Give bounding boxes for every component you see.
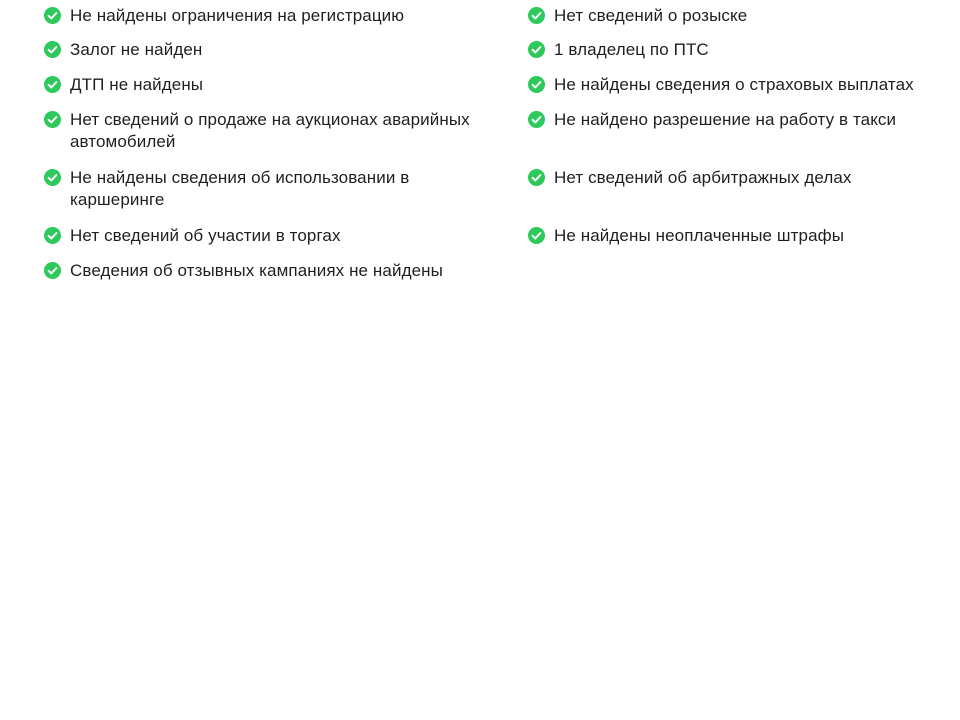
check-circle-icon bbox=[44, 262, 61, 279]
check-item-damaged-auctions bbox=[44, 109, 514, 153]
check-item-taxi-permit bbox=[528, 109, 896, 131]
check-circle-icon bbox=[44, 169, 61, 186]
check-circle-icon bbox=[44, 227, 61, 244]
check-circle-icon bbox=[44, 7, 61, 24]
check-item-label: Не найдены сведения о страховых выплатах bbox=[554, 75, 914, 94]
check-item-label: Нет сведений об арбитражных делах bbox=[554, 168, 852, 187]
check-item-pledge bbox=[44, 39, 202, 61]
check-item-label: Не найдено разрешение на работу в такси bbox=[554, 110, 897, 129]
check-item-bidding bbox=[44, 225, 341, 247]
check-item-label: Сведения об отзывных кампаниях не найдены bbox=[70, 261, 443, 280]
check-item-owners bbox=[528, 39, 709, 61]
check-circle-icon bbox=[44, 76, 61, 93]
check-circle-icon bbox=[528, 111, 545, 128]
check-item-unpaid-fines bbox=[528, 225, 844, 247]
check-circle-icon bbox=[528, 76, 545, 93]
check-circle-icon bbox=[44, 41, 61, 58]
check-item-label: Нет сведений о розыске bbox=[554, 6, 748, 25]
check-item-arbitration bbox=[528, 167, 852, 189]
check-item-label: Нет сведений о продаже на аукционах аварийных автомобилей bbox=[70, 110, 470, 151]
check-item-recall-campaigns bbox=[44, 260, 443, 282]
check-item-accidents bbox=[44, 74, 203, 96]
check-circle-icon bbox=[44, 111, 61, 128]
check-item-carsharing bbox=[44, 167, 444, 211]
check-item-label: Не найдены неоплаченные штрафы bbox=[554, 226, 845, 245]
check-item-label: Залог не найден bbox=[70, 40, 203, 59]
check-item-label: Не найдены ограничения на регистрацию bbox=[70, 6, 405, 25]
check-circle-icon bbox=[528, 7, 545, 24]
check-item-registration-restrictions bbox=[44, 5, 404, 27]
check-circle-icon bbox=[528, 227, 545, 244]
check-circle-icon bbox=[528, 41, 545, 58]
check-circle-icon bbox=[528, 169, 545, 186]
check-item-label: ДТП не найдены bbox=[70, 75, 204, 94]
check-item-label: Нет сведений об участии в торгах bbox=[70, 226, 341, 245]
check-item-label: 1 владелец по ПТС bbox=[554, 40, 709, 59]
check-item-label: Не найдены сведения об использовании в каршеринге bbox=[70, 168, 410, 209]
check-item-insurance-payouts bbox=[528, 74, 914, 96]
check-item-wanted bbox=[528, 5, 747, 27]
